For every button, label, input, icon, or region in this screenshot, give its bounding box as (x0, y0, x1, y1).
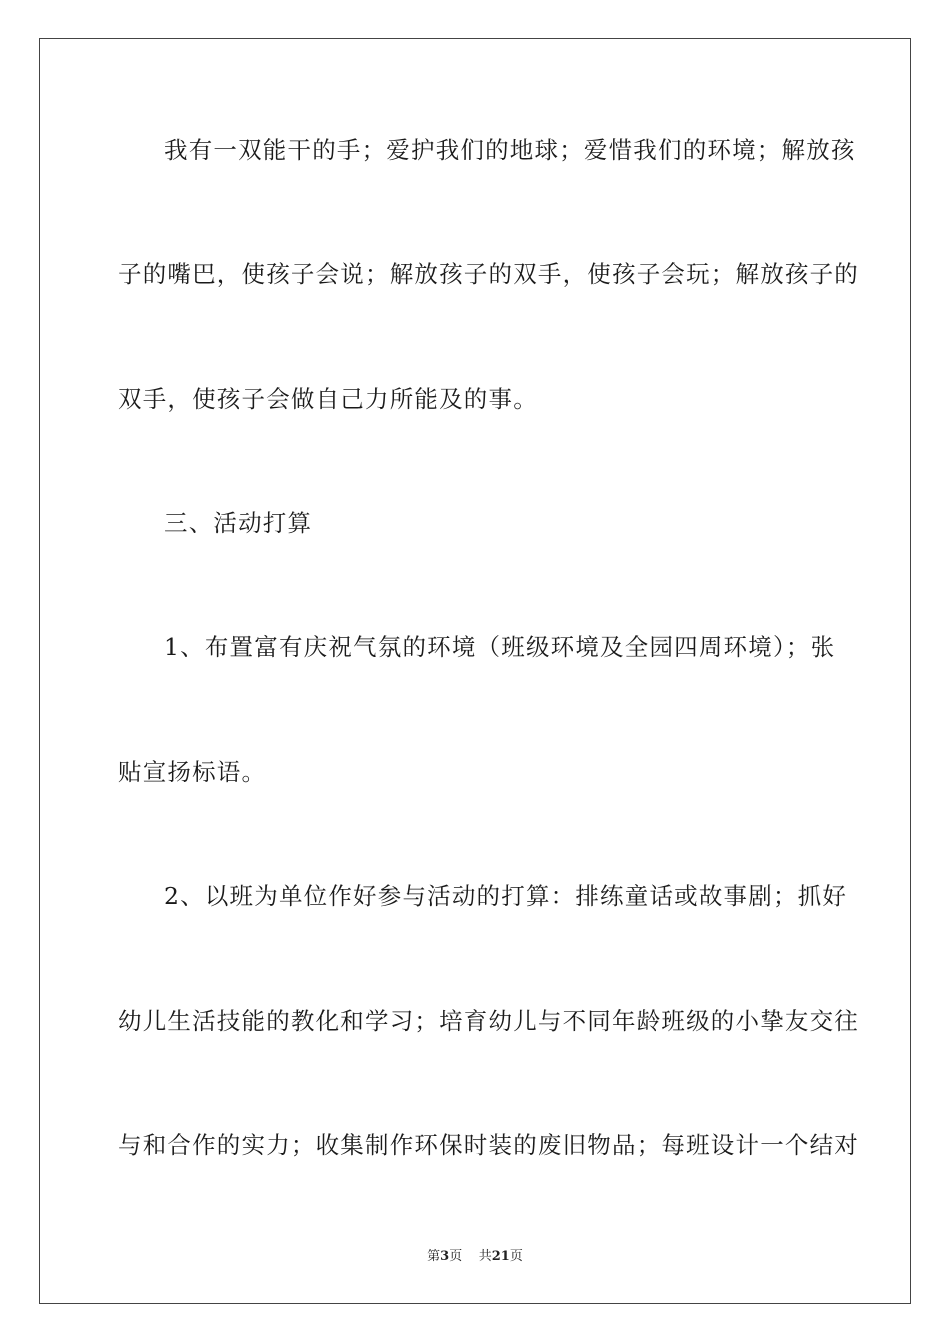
page-border (39, 38, 911, 1304)
page-footer (0, 1245, 950, 1264)
footer-total-suffix: 页 (509, 1249, 523, 1264)
footer-total-prefix: 共 (478, 1249, 492, 1264)
paragraph-line-7: 幼儿生活技能的教化和学习；培育幼儿与不同年龄班级的小挚友交往 (118, 1007, 859, 1035)
footer-page-current: 3 (440, 1249, 450, 1264)
paragraph-line-2: 子的嘴巴，使孩子会说；解放孩子的双手，使孩子会玩；解放孩子的 (118, 260, 859, 288)
paragraph-line-8: 与和合作的实力；收集制作环保时装的废旧物品；每班设计一个结对 (118, 1131, 859, 1159)
section-heading: 三、活动打算 (164, 509, 313, 537)
paragraph-line-4: 1、布置富有庆祝气氛的环境（班级环境及全园四周环境）；张 (164, 633, 836, 661)
paragraph-line-1: 我有一双能干的手；爱护我们的地球；爱惜我们的环境；解放孩 (164, 136, 856, 164)
paragraph-line-5: 贴宣扬标语。 (118, 758, 267, 786)
footer-page-total: 21 (491, 1249, 510, 1264)
paragraph-line-3: 双手，使孩子会做自己力所能及的事。 (118, 385, 538, 413)
footer-page-suffix: 页 (449, 1249, 463, 1264)
footer-page-prefix: 第 (427, 1249, 441, 1264)
paragraph-line-6: 2、以班为单位作好参与活动的打算：排练童话或故事剧；抓好 (164, 882, 848, 910)
